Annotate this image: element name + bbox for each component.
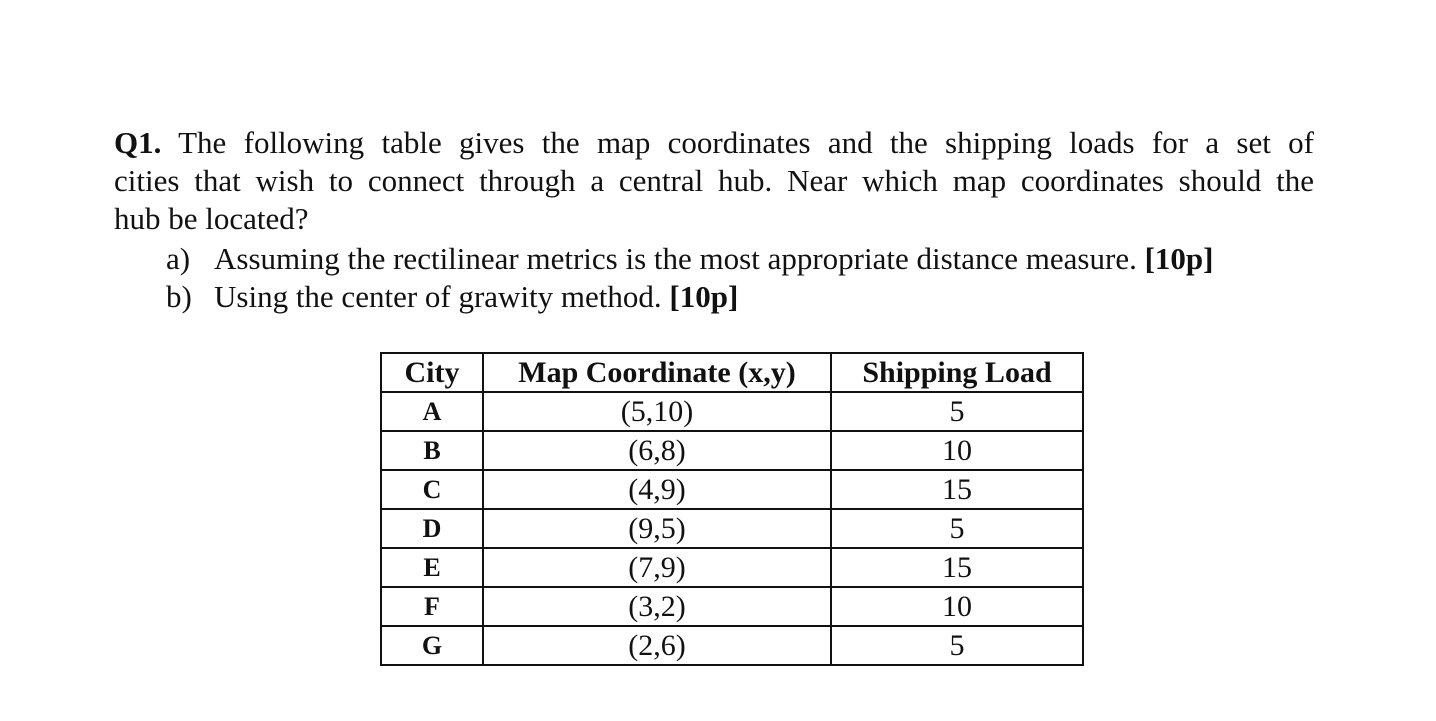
header-map-coordinate-text: Map Coordinate <box>518 356 731 389</box>
city-cell: D <box>381 509 483 548</box>
coordinate-cell: (3,2) <box>483 587 831 626</box>
load-cell: 5 <box>831 509 1083 548</box>
coordinate-cell: (6,8) <box>483 431 831 470</box>
load-cell: 5 <box>831 626 1083 665</box>
sub-question-list <box>166 240 1213 316</box>
load-cell: 10 <box>831 587 1083 626</box>
city-cell: A <box>381 392 483 431</box>
coordinate-cell: (7,9) <box>483 548 831 587</box>
city-cell: E <box>381 548 483 587</box>
load-cell: 15 <box>831 548 1083 587</box>
table-row <box>381 470 1083 509</box>
table-row <box>381 587 1083 626</box>
question-label: Q1. <box>114 125 162 160</box>
coordinate-cell: (5,10) <box>483 392 831 431</box>
load-cell: 10 <box>831 431 1083 470</box>
header-shipping-load: Shipping Load <box>831 353 1083 392</box>
coordinate-cell: (2,6) <box>483 626 831 665</box>
question-line-2: cities that wish to connect through a central hub. Near which map coordinates should the <box>114 163 1314 198</box>
sub-question-text: Using the center of grawity method. <box>214 279 662 314</box>
city-cell: F <box>381 587 483 626</box>
sub-question-marker: b) <box>166 279 192 314</box>
question-line-3: hub be located? <box>114 201 309 236</box>
table-row <box>381 626 1083 665</box>
city-cell: C <box>381 470 483 509</box>
coordinate-cell: (4,9) <box>483 470 831 509</box>
coordinate-cell: (9,5) <box>483 509 831 548</box>
points-label: [10p] <box>1144 241 1214 276</box>
load-cell: 15 <box>831 470 1083 509</box>
table-row <box>381 548 1083 587</box>
city-cell: G <box>381 626 483 665</box>
sub-question-a <box>166 240 1213 278</box>
header-xy-label: (x,y) <box>738 356 796 389</box>
question-line-1 <box>114 124 1314 162</box>
sub-question-text: Assuming the rectilinear metrics is the most appropriate distance measure. <box>214 241 1137 276</box>
points-label: [10p] <box>669 279 739 314</box>
question-text <box>114 124 1314 238</box>
sub-question-body <box>214 240 1213 278</box>
sub-question-body <box>214 278 738 316</box>
table-row <box>381 509 1083 548</box>
header-city: City <box>381 353 483 392</box>
sub-question-marker: a) <box>166 241 191 276</box>
question-line-1-text: The following table gives the map coordinates and the shipping loads for a set of <box>178 125 1314 160</box>
header-map-coordinate <box>483 353 831 392</box>
sub-question-b <box>166 278 1213 316</box>
city-cell: B <box>381 431 483 470</box>
table-row <box>381 431 1083 470</box>
load-cell: 5 <box>831 392 1083 431</box>
table-row <box>381 392 1083 431</box>
table-header-row <box>381 353 1083 392</box>
city-data-table <box>380 352 1084 666</box>
